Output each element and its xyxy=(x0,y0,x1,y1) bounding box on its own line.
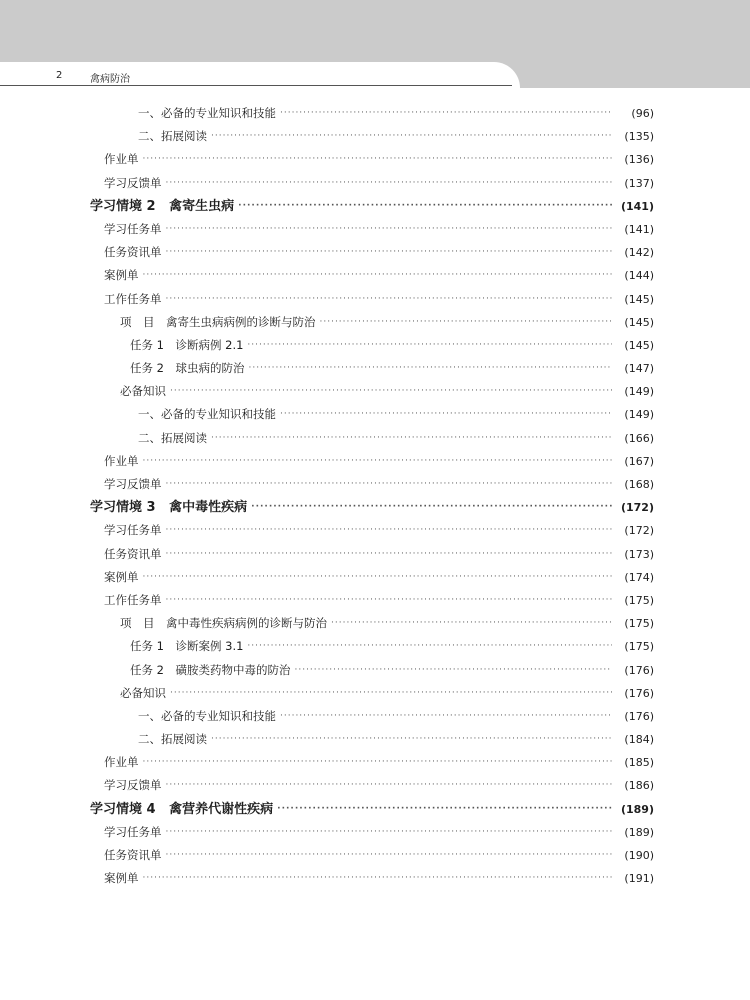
toc-entry-title: 必备知识 xyxy=(120,384,166,399)
toc-leader-dots xyxy=(166,774,613,797)
toc-entry[interactable] xyxy=(90,172,670,195)
toc-entry-title: 任务 1 诊断病例 2.1 xyxy=(130,337,244,352)
toc-entry[interactable] xyxy=(90,473,670,496)
toc-entry[interactable] xyxy=(90,334,670,357)
toc-leader-dots xyxy=(247,334,612,357)
page-number: 2 xyxy=(56,70,63,81)
toc-leader-dots xyxy=(166,218,613,241)
toc-entry[interactable] xyxy=(90,102,670,125)
toc-entry-title: 案例单 xyxy=(104,569,139,584)
toc-entry[interactable] xyxy=(90,125,670,148)
toc-entry-page: (175) xyxy=(624,593,654,607)
toc-entry-title: 一、必备的专业知识和技能 xyxy=(138,106,276,120)
toc-entry-page: (172) xyxy=(624,524,654,538)
toc-entry[interactable] xyxy=(90,218,670,241)
toc-entry-title: 工作任务单 xyxy=(104,291,162,306)
toc-entry[interactable] xyxy=(90,241,670,264)
toc-entry[interactable] xyxy=(90,705,670,728)
toc-leader-dots xyxy=(166,241,613,264)
toc-entry[interactable] xyxy=(90,148,670,171)
toc-entry[interactable] xyxy=(90,774,670,797)
toc-leader-dots xyxy=(143,450,613,473)
toc-entry-page: (189) xyxy=(624,825,654,839)
toc-entry-page: (189) xyxy=(620,802,654,816)
toc-entry[interactable] xyxy=(90,519,670,542)
toc-entry-title: 任务 2 球虫病的防治 xyxy=(130,361,245,376)
toc-leader-dots xyxy=(143,264,613,287)
toc-chapter-entry[interactable] xyxy=(90,496,670,519)
toc-entry-page: (175) xyxy=(624,640,654,654)
toc-entry-title: 学习情境 2 禽寄生虫病 xyxy=(90,198,235,214)
toc-entry-page: (173) xyxy=(624,547,654,561)
table-of-contents xyxy=(0,102,750,890)
toc-entry[interactable] xyxy=(90,867,670,890)
toc-leader-dots xyxy=(238,195,612,218)
toc-leader-dots xyxy=(247,635,612,658)
toc-entry-page: (142) xyxy=(624,246,654,260)
toc-entry-title: 作业单 xyxy=(104,152,139,167)
toc-entry[interactable] xyxy=(90,821,670,844)
toc-entry[interactable] xyxy=(90,427,670,450)
toc-leader-dots xyxy=(143,751,613,774)
toc-leader-dots xyxy=(166,589,613,612)
toc-leader-dots xyxy=(320,311,613,334)
toc-leader-dots xyxy=(143,867,613,890)
toc-entry-title: 任务资讯单 xyxy=(104,546,162,561)
toc-entry-title: 任务资讯单 xyxy=(104,245,162,260)
toc-leader-dots xyxy=(170,682,612,705)
toc-entry[interactable] xyxy=(90,589,670,612)
toc-entry-page: (176) xyxy=(624,709,654,723)
toc-entry[interactable] xyxy=(90,357,670,380)
toc-leader-dots xyxy=(166,821,613,844)
toc-leader-dots xyxy=(211,427,612,450)
toc-entry-title: 案例单 xyxy=(104,268,139,283)
toc-entry-page: (184) xyxy=(624,733,654,747)
toc-entry[interactable] xyxy=(90,659,670,682)
toc-entry-page: (185) xyxy=(624,756,654,770)
toc-entry[interactable] xyxy=(90,264,670,287)
header-rule xyxy=(0,85,512,86)
toc-entry-title: 工作任务单 xyxy=(104,592,162,607)
toc-entry-page: (167) xyxy=(624,454,654,468)
toc-entry-page: (145) xyxy=(624,292,654,306)
toc-entry-title: 学习任务单 xyxy=(104,824,162,839)
toc-entry-title: 学习反馈单 xyxy=(104,175,162,190)
toc-entry[interactable] xyxy=(90,566,670,589)
toc-chapter-entry[interactable] xyxy=(90,195,670,218)
toc-leader-dots xyxy=(166,844,613,867)
toc-leader-dots xyxy=(280,705,612,728)
toc-entry[interactable] xyxy=(90,403,670,426)
toc-chapter-entry[interactable] xyxy=(90,798,670,821)
toc-entry-page: (147) xyxy=(624,362,654,376)
toc-entry-page: (141) xyxy=(620,199,654,213)
toc-entry-page: (166) xyxy=(624,431,654,445)
toc-entry-page: (172) xyxy=(620,501,654,515)
toc-entry[interactable] xyxy=(90,288,670,311)
toc-entry[interactable] xyxy=(90,728,670,751)
toc-entry-page: (176) xyxy=(624,663,654,677)
toc-leader-dots xyxy=(143,566,613,589)
toc-entry-title: 一、必备的专业知识和技能 xyxy=(138,407,276,422)
toc-entry-page: (175) xyxy=(624,617,654,631)
toc-entry[interactable] xyxy=(90,751,670,774)
toc-entry-page: (144) xyxy=(624,269,654,283)
toc-leader-dots xyxy=(211,125,612,148)
toc-entry-title: 任务资讯单 xyxy=(104,848,162,862)
toc-leader-dots xyxy=(166,288,613,311)
toc-entry[interactable] xyxy=(90,612,670,635)
toc-leader-dots xyxy=(248,357,612,380)
toc-leader-dots xyxy=(294,659,612,682)
toc-leader-dots xyxy=(251,496,612,519)
toc-entry[interactable] xyxy=(90,635,670,658)
toc-entry-title: 作业单 xyxy=(104,453,139,468)
toc-entry-title: 项 目 禽中毒性疾病病例的诊断与防治 xyxy=(120,616,327,631)
toc-entry-page: (190) xyxy=(624,849,654,862)
toc-leader-dots xyxy=(331,612,612,635)
toc-leader-dots xyxy=(166,543,613,566)
toc-leader-dots xyxy=(280,102,612,125)
toc-entry[interactable] xyxy=(90,844,670,867)
toc-leader-dots xyxy=(166,519,613,542)
toc-entry-title: 任务 2 磺胺类药物中毒的防治 xyxy=(130,662,291,677)
toc-entry-page: (141) xyxy=(624,222,654,236)
toc-entry-page: (191) xyxy=(624,872,654,886)
toc-entry-title: 二、拓展阅读 xyxy=(138,430,207,445)
toc-entry-page: (136) xyxy=(624,153,654,167)
running-title: 禽病防治 xyxy=(90,74,130,85)
toc-entry-page: (145) xyxy=(624,315,654,329)
toc-entry-title: 学习任务单 xyxy=(104,523,162,538)
toc-entry-title: 作业单 xyxy=(104,755,139,770)
toc-entry-page: (96) xyxy=(631,107,654,120)
toc-entry-title: 二、拓展阅读 xyxy=(138,732,207,747)
toc-leader-dots xyxy=(166,172,613,195)
toc-leader-dots xyxy=(280,403,612,426)
toc-entry-page: (186) xyxy=(624,779,654,793)
toc-entry-page: (137) xyxy=(624,176,654,190)
toc-entry-title: 学习反馈单 xyxy=(104,477,162,491)
toc-entry-title: 学习任务单 xyxy=(104,221,162,236)
toc-entry-page: (176) xyxy=(624,686,654,700)
toc-entry-page: (145) xyxy=(624,338,654,352)
toc-leader-dots xyxy=(143,148,613,171)
toc-entry-title: 学习反馈单 xyxy=(104,778,162,793)
toc-entry-title: 项 目 禽寄生虫病病例的诊断与防治 xyxy=(120,314,316,329)
toc-entry[interactable] xyxy=(90,380,670,403)
toc-leader-dots xyxy=(170,380,612,403)
toc-entry-page: (149) xyxy=(624,385,654,399)
toc-entry-title: 任务 1 诊断案例 3.1 xyxy=(130,639,244,654)
toc-entry-page: (168) xyxy=(624,478,654,491)
toc-entry-page: (135) xyxy=(624,130,654,144)
toc-entry-title: 二、拓展阅读 xyxy=(138,129,207,144)
toc-entry[interactable] xyxy=(90,682,670,705)
toc-entry[interactable] xyxy=(90,543,670,566)
toc-entry-page: (149) xyxy=(624,408,654,422)
toc-entry-title: 一、必备的专业知识和技能 xyxy=(138,708,276,723)
toc-leader-dots xyxy=(211,728,612,751)
toc-entry[interactable] xyxy=(90,311,670,334)
toc-leader-dots xyxy=(277,798,612,821)
toc-entry-page: (174) xyxy=(624,570,654,584)
toc-entry-title: 学习情境 4 禽营养代谢性疾病 xyxy=(90,801,274,817)
toc-entry-title: 案例单 xyxy=(104,871,139,886)
toc-entry-title: 必备知识 xyxy=(120,685,166,700)
toc-entry[interactable] xyxy=(90,450,670,473)
toc-leader-dots xyxy=(166,473,613,496)
toc-entry-title: 学习情境 3 禽中毒性疾病 xyxy=(90,500,248,516)
